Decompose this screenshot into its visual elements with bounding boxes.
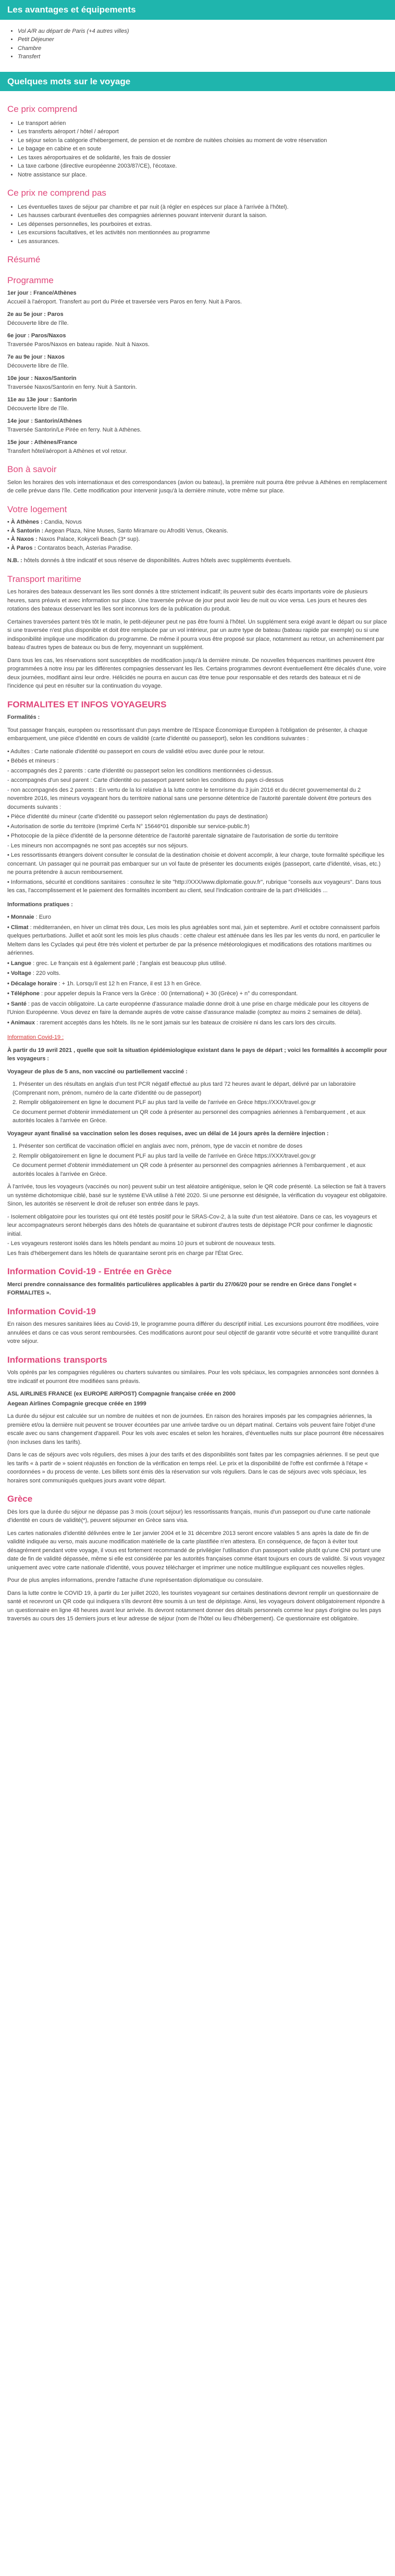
covid-paragraph: Voyageur de plus de 5 ans, non vacciné ou partiellement vacciné : — [7, 1068, 188, 1075]
list-item: • Les éventuelles taxes de séjour par chambre et par nuit (à régler en espèces sur place à l'arrivée à l'hôtel). — [18, 203, 388, 212]
day-text: Transfert hôtel/aéroport à Athènes et vol retour. — [7, 448, 128, 454]
info-value: : Euro — [34, 914, 51, 920]
logement-label: À Santorin : — [10, 527, 44, 534]
formalites-line: • Pièce d'identité du mineur (carte d'identité ou passeport selon réglementation du pays de destination) — [7, 814, 268, 820]
maritime-title: Transport maritime — [7, 574, 82, 584]
info-label: • Téléphone — [7, 991, 40, 997]
day-head: 10e jour : Naxos/Santorin — [7, 375, 77, 382]
list-item: • La taxe carbone (directive européenne 2003/87/CE), l'écotaxe. — [18, 162, 388, 171]
day-text: Traversée Santorin/Le Pirée en ferry. Nuit à Athènes. — [7, 426, 142, 433]
covid-step: Ce document permet d'obtenir immédiatement un QR code à présenter au personnel des compagnies aériennes à l'embarquement , et aux autorités locales à l'arrivée en Grèce. — [13, 1162, 366, 1177]
logement-label: À Paros : — [10, 544, 36, 551]
programme-day — [7, 438, 388, 455]
advantage-item: • Petit Déjeuner — [18, 35, 388, 44]
bon-a-savoir-text: Selon les horaires des vols internationaux et des correspondances (avion ou bateau), la première nuit pourra être prévue à Athènes en remplacement de celle prévue dans l'île. Cette modification pour intervenir jusqu'à la dernière minute, votre même sur place. — [7, 479, 387, 494]
programme-day — [7, 310, 388, 327]
transports-paragraph: Dans le cas de séjours avec vols réguliers, des mises à jour des tarifs et des disponibilités sont faites par les compagnies aériennes. Il se peut que les tarifs « à partir de » soient réajustés en fonction de la vérification en temps réel. Le prix et la disponibilité de l'offre est confirmée à l'étape « coordonnées » du process de vente. Les billets sont émis dès la réservation sur vols réguliers. Dans le cas de séjours avec vols spéciaux, les horaires sont communiqués quelques jours avant votre départ. — [7, 1452, 379, 1484]
grece-paragraph: Pour de plus amples informations, prendre l'attache d'une représentation diplomatique ou consulaire. — [7, 1577, 263, 1583]
nb-label: N.B. : — [7, 557, 22, 564]
day-head: 7e au 9e jour : Naxos — [7, 354, 65, 360]
day-text: Découverte libre de l'île. — [7, 362, 69, 369]
covid-step: 1. Présenter un des résultats en anglais d'un test PCR négatif effectué au plus tard 72 heures avant le départ, délivré par un laboratoire (Comprenant nom, prénom, numéro de la carte d'identité ou de passeport) — [13, 1081, 356, 1096]
list-item: • Notre assistance sur place. — [18, 171, 388, 180]
day-head: 6e jour : Paros/Naxos — [7, 333, 66, 339]
formalites-line: • Informations, sécurité et conditions sanitaires : consultez le site "http://XXX/www.diplomatie.gouv.fr", rubrique "conseils aux voyageurs". Dans tous les cas, l'accomplissement et le paiement des formalités incombent au client, seul l'indication contraire de la part d'Hélicidés ... — [7, 879, 381, 894]
info-value: : pas de vaccin obligatoire. La carte européenne d'assurance maladie donne droit à une prise en charge médicale pour les citoyens de l'Union Européenne. Vous devez en faire la demande auprès de votre caisse d'assurance maladie (comptez au moins 2 semaines de délai). — [7, 1000, 369, 1016]
list-item: • Les assurances. — [18, 237, 388, 246]
covid-entry-title: Information Covid-19 - Entrée en Grèce — [7, 1266, 172, 1276]
formalites-title: FORMALITES ET INFOS VOYAGEURS — [7, 699, 167, 709]
airline-line: ASL AIRLINES FRANCE (ex EUROPE AIRPOST) Compagnie française créée en 2000 — [7, 1391, 236, 1397]
maritime-paragraph: Dans tous les cas, les réservations sont susceptibles de modification jusqu'à la dernière minute. De nouvelles fréquences maritimes peuvent être programmées à notre insu par les différentes compagnies desservant les îles. Certains programmes devront éventuellement être décalés d'une, voire deux journées, modifiant ainsi leur ordre. Hélicidés ne pourra en aucun cas être tenue pour responsable et des retards des bateaux et ni de l'incidence qui peut en résulter sur la continuation du voyage. — [7, 657, 387, 689]
formalites-line: - Les mineurs non accompagnés ne sont pas acceptés sur nos séjours. — [7, 842, 189, 849]
info-label: • Monnaie — [7, 914, 34, 920]
covid-step: 2. Remplir obligatoirement en ligne le document PLF au plus tard la veille de l'arrivée en Grèce https://XXX/travel.gov.gr — [13, 1099, 316, 1106]
programme-day — [7, 289, 388, 306]
grece-paragraph: Dans la lutte contre le COVID 19, à partir du 1er juillet 2020, les touristes voyageant sur certaines destinations devront remplir un questionnaire de santé et recevront un QR code qui indiquera s'ils devront être soumis à un test de dépistage. Ainsi, les voyageurs doivent obligatoirement répondre à un questionnaire en ligne 48 heures avant leur arrivée. Ils devront notamment donner des détails personnels comme leur pays d'origine ou les pays traversés au cours des 15 derniers jours et leur adresse de séjour (nom de l'hôtel ou lieu d'hébergement). Ce questionnaire est obligatoire. — [7, 1590, 385, 1622]
programme-title: Programme — [7, 275, 54, 285]
info-line — [7, 989, 388, 998]
info-line — [7, 959, 388, 968]
info-label: • Santé — [7, 1000, 27, 1007]
logement-label: À Athènes : — [10, 519, 43, 525]
maritime-paragraph: Les horaires des bateaux desservant les îles sont donnés à titre strictement indicatif; ils peuvent subir des écarts importants voire de plusieurs heures, sans préavis et avec information sur place. Une traversée prévue de jour peut avoir lieu de nuit ou vice versa. Les jours et heures des rotations des bateaux desservant les îles sont inconnus lors de la publication du produit. — [7, 589, 368, 612]
price-includes-title: Ce prix comprend — [7, 104, 78, 114]
logement-item: • À Santorin : Aegean Plaza, Nine Muses, Santo Miramare ou Afroditi Venus, Okeanis. — [7, 527, 228, 534]
info-line — [7, 1019, 388, 1027]
info-label: • Décalage horaire — [7, 980, 57, 987]
covid-paragraph: - Isolement obligatoire pour les touristes qui ont été testés positif pour le SRAS-Cov-2, à la suite d'un test aléatoire. Dans ce cas, les voyageurs et leur accompagnateurs seront hébergés dans des hôtels de quarantaine et subiront d'autres tests de dépistage PCR pour confirmer le diagnostic initial. — [7, 1213, 377, 1237]
covid-step: 1. Présenter son certificat de vaccination officiel en anglais avec nom, prénom, type de vaccin et nombre de doses — [13, 1143, 303, 1149]
info-label: • Climat — [7, 924, 29, 931]
logement-item: • À Naxos : Naxos Palace, Kokyceli Beach (3* sup). — [7, 536, 140, 542]
info-value: : grec. Le français est à également parlé ; l'anglais est beaucoup plus utilisé. — [31, 960, 227, 967]
advantage-item: • Transfert — [18, 53, 388, 61]
maritime-paragraph: Certaines traversées partent très tôt le matin, le petit-déjeuner peut ne pas être fourni à l'hôtel. Un supplément sera exigé avant le départ ou sur place si une traversée n'est plus disponible et doit être remplacée par un vol intérieur, par un autre type de bateau (bateau rapide par exemple) ou si une indisponibilité implique une modification du programme. De même il pourra vous être proposé sur place, notamment au retour, un acheminement par bateau d'autres types de bateaux ou bus de ferry, moyennant un supplément. — [7, 618, 387, 651]
logement-value: Candia, Novus — [42, 519, 82, 525]
logement-title: Votre logement — [7, 504, 67, 514]
formalites-line: - accompagnés d'un seul parent : Carte d'identité ou passeport parent selon les conditions du pays ci-dessus — [7, 777, 284, 783]
list-item: • Les excursions facultatives, et les activités non mentionnées au programme — [18, 229, 388, 237]
info-line — [7, 1000, 388, 1017]
covid-entry-text: Merci prendre connaissance des formalités particulières applicables à partir du 27/06/20 pour se rendre en Grèce dans l'onglet « FORMALITES ». — [7, 1281, 357, 1296]
formalites-line: - non accompagnés des 2 parents : En vertu de la loi relative à la lutte contre le terrorisme du 3 juin 2016 et du décret gouvernemental du 2 novembre 2016, les mineurs voyageant hors du territoire national sans une personne détentrice de l'autorité parentale doivent être porteurs des documents suivants : — [7, 786, 372, 810]
day-head: 11e au 13e jour : Santorin — [7, 397, 77, 403]
day-text: Accueil à l'aéroport. Transfert au port du Pirée et traversée vers Paros en ferry. Nuit à Paros. — [7, 298, 242, 305]
advantage-item: • Vol A/R au départ de Paris (+4 autres villes) — [18, 27, 388, 36]
logement-item: • À Paros : Contaratos beach, Asterias Paradise. — [7, 544, 132, 551]
programme-day — [7, 374, 388, 391]
transports-title: Informations transports — [7, 1354, 107, 1365]
day-text: Découverte libre de l'île. — [7, 405, 69, 412]
info-label: • Voltage — [7, 970, 31, 976]
covid-info-link[interactable]: Information Covid-19 : — [7, 1034, 64, 1040]
programme-day — [7, 332, 388, 349]
transports-paragraph: La durée du séjour est calculée sur un nombre de nuitées et non de journées. En raison des horaires imposés par les compagnies aériennes, la première et/ou la dernière nuit peuvent se trouver écourtées par une arrivée tardive ou un départ matinal. Certains vols peuvent faire l'objet d'une escale avec ou sans changement d'appareil. Pour les vols avec escales et selon les horaires, d'éventuelles nuits sur place pourront être nécessaires (non incluses dans les tarifs). — [7, 1413, 384, 1445]
logement-nb — [7, 556, 388, 565]
formalites-line: - accompagnés des 2 parents : carte d'identité ou passeport selon les conditions mentionnées ci-dessus. — [7, 767, 273, 774]
covid-paragraph: Les frais d'hébergement dans les hôtels de quarantaine seront pris en charge par l'État Grec. — [7, 1250, 244, 1257]
logement-item: • À Athènes : Candia, Novus — [7, 519, 82, 525]
logement-value: Naxos Palace, Kokyceli Beach (3* sup). — [37, 536, 140, 542]
advantages-band: Les avantages et équipements — [0, 0, 395, 20]
price-excludes-title: Ce prix ne comprend pas — [7, 188, 106, 198]
logement-value: Aegean Plaza, Nine Muses, Santo Miramare ou Afroditi Venus, Okeanis. — [43, 527, 228, 534]
day-text: Découverte libre de l'île. — [7, 320, 69, 326]
grece-paragraph: Les cartes nationales d'identité délivrées entre le 1er janvier 2004 et le 31 décembre 2013 seront encore valables 5 ans après la date de fin de validité indiquée au verso, mais aucune modification matérielle de la carte plastifiée n'en attestera. En conséquence, de façon à éviter tout désagrément pendant votre voyage, il vous est fortement recommandé de privilégier l'utilisation d'un passeport valide plutôt qu'une CNI portant une date de fin de validité dépassée, même si elle est considérée par les autorités françaises comme étant toujours en cours de validité. Si vous voyagez uniquement avec votre carte nationale d'identité, vous pouvez télécharger et imprimer une notice multilingue expliquant ces nouvelles règles. — [7, 1530, 385, 1571]
bon-a-savoir-title: Bon à savoir — [7, 464, 57, 474]
logement-label: À Naxos : — [10, 536, 38, 542]
logement-list — [7, 518, 388, 552]
programme-day — [7, 396, 388, 413]
list-item: • Le transport aérien — [18, 119, 388, 128]
airline-line: Aegean Airlines Compagnie grecque créée en 1999 — [7, 1400, 146, 1407]
info-value: : pour appeler depuis la France vers la Grèce : 00 (international) + 30 (Grèce) + n° du correspondant. — [39, 991, 298, 997]
formalites-line: • Adultes : Carte nationale d'identité ou passeport en cours de validité et/ou avec durée pour le retour. — [7, 748, 265, 755]
formalites-line: • Bébés et mineurs : — [7, 758, 59, 764]
info-line — [7, 969, 388, 978]
info-line — [7, 923, 388, 958]
price-includes-list — [7, 119, 388, 180]
programme-day — [7, 353, 388, 370]
day-head: 1er jour : France/Athènes — [7, 290, 77, 296]
covid-paragraph: À partir du 19 avril 2021 , quelle que soit la situation épidémiologique existant dans le pays de départ ; voici les formalités à accomplir pour les voyageurs : — [7, 1047, 387, 1062]
list-item: • Le séjour selon la catégorie d'hébergement, de pension et de nombre de nuitées choisies au moment de votre réservation — [18, 136, 388, 145]
info-label: • Langue — [7, 960, 32, 967]
advantage-item: • Chambre — [18, 44, 388, 53]
trip-band: Quelques mots sur le voyage — [0, 72, 395, 92]
formalites-paragraph: Tout passager français, européen ou ressortissant d'un pays membre de l'Espace Économique Européen à l'obligation de présenter, à chaque embarquement, une pièce d'identité en cours de validité (carte d'identité ou passeport), selon les conditions suivantes : — [7, 727, 368, 742]
covid-info-text: En raison des mesures sanitaires liées au Covid-19, le programme pourra différer du descriptif initial. Les excursions pourront être modifiées, voire annulées et dans ce cas vous seront remboursées. Ces modifications auront pour seul objectif de garantir votre sécurité et votre tranquillité durant votre séjour. — [7, 1321, 379, 1344]
info-line — [7, 980, 388, 988]
transports-paragraph: Vols opérés par les compagnies régulières ou charters suivantes ou similaires. Pour les vols spéciaux, les compagnies annoncées sont données à titre indicatif et pourront être modifiées sans préavis. — [7, 1369, 379, 1385]
info-value: : + 1h. Lorsqu'il est 12 h en France, il est 13 h en Grèce. — [57, 980, 202, 987]
list-item: • Les hausses carburant éventuelles des compagnies aériennes pouvant intervenir durant la saison. — [18, 211, 388, 220]
nb-text: hôtels donnés à titre indicatif et sous réserve de disponibilités. Autres hôtels avec suppléments éventuels. — [22, 557, 292, 564]
trip-section — [0, 91, 395, 1633]
grece-title: Grèce — [7, 1494, 33, 1504]
resume-title: Résumé — [7, 255, 41, 264]
programme-day — [7, 417, 388, 434]
logement-value: Contaratos beach, Asterias Paradise. — [36, 544, 132, 551]
day-head: 2e au 5e jour : Paros — [7, 311, 64, 318]
list-item: • Les taxes aéroportuaires et de solidarité, les frais de dossier — [18, 154, 388, 162]
price-excludes-list — [7, 203, 388, 246]
formalites-line: • Autorisation de sortie du territoire (Imprimé Cerfa N° 15646*01 disponible sur service-public.fr) — [7, 823, 250, 830]
infos-subtitle: Informations pratiques : — [7, 901, 73, 908]
covid-step: 2. Remplir obligatoirement en ligne le document PLF au plus tard la veille de l'arrivée en Grèce https://XXX/travel.gov.gr — [13, 1152, 316, 1159]
formalites-subtitle: Formalités : — [7, 714, 40, 720]
info-value: : 220 volts. — [31, 970, 61, 976]
day-text: Traversée Paros/Naxos en bateau rapide. Nuit à Naxos. — [7, 341, 150, 348]
day-head: 15e jour : Athènes/France — [7, 439, 78, 446]
covid-paragraph: Voyageur ayant finalisé sa vaccination selon les doses requises, avec un délai de 14 jours après la dernière injection : — [7, 1130, 329, 1137]
info-line — [7, 913, 388, 922]
covid-paragraph: - Les voyageurs resteront isolés dans les hôtels pendant au moins 10 jours et subiront de nouveaux tests. — [7, 1240, 276, 1247]
formalites-line: • Photocopie de la pièce d'identité de la personne détentrice de l'autorité parentale signataire de l'autorisation de sortie du territoire — [7, 833, 339, 839]
info-label: • Animaux — [7, 1019, 35, 1026]
formalites-line: • Les ressortissants étrangers doivent consulter le consulat de la destination choisie et doivent accomplir, à leur charge, toute formalité spécifique les concernant. Un passager qui ne pourrait pas embarquer sur un vol faute de présenter les documents exigés (passeport, carte d'identité, visas, etc.) ne pourra prétendre à aucun remboursement. — [7, 852, 385, 875]
covid-info-title: Information Covid-19 — [7, 1306, 96, 1316]
list-item: • Les transferts aéroport / hôtel / aéroport — [18, 128, 388, 136]
covid-step: Ce document permet d'obtenir immédiatement un QR code à présenter au personnel des compagnies aériennes à l'embarquement , et aux autorités locales à l'arrivée en Grèce. — [13, 1109, 366, 1124]
list-item: • Les dépenses personnelles, les pourboires et extras. — [18, 220, 388, 229]
advantages-list — [7, 27, 388, 61]
list-item: • Le bagage en cabine et en soute — [18, 145, 388, 154]
info-value: : méditerranéen, en hiver un climat très doux, Les mois les plus agréables sont mai, juin et septembre. Avril et octobre connaissent parfois quelques perturbations. Juillet et août sont les mois les plus chauds : cette chaleur est atténuée dans les îles par les vents du nord, en particulier le Meltem dans les Cyclades qui peut être très violent et perturber de par la présence météorologiques et modifications des rotations maritimes ou aériennes. — [7, 924, 380, 956]
covid-paragraph: À l'arrivée, tous les voyageurs (vaccinés ou non) peuvent subir un test aléatoire antigénique, selon le QR code présenté. La sélection se fait à travers un système dichotomique ciblé, basé sur le système EVA utilisé à l'été 2020. Si une personne est désignée, la vérification du voyageur est obligatoire. Sinon, les autorités se réservent le droit de refuser son entrée dans le pays. — [7, 1184, 387, 1207]
advantages-section — [0, 20, 395, 72]
info-value: : rarement acceptés dans les hôtels. Ils ne le sont jamais sur les bateaux de croisière ni dans les cars lors des circuits. — [34, 1019, 337, 1026]
grece-paragraph: Dès lors que la durée du séjour ne dépasse pas 3 mois (court séjour) les ressortissants français, munis d'un passeport ou d'une carte nationale d'identité en cours de validité(*), peuvent séjourner en Grèce sans visa. — [7, 1508, 371, 1524]
day-text: Traversée Naxos/Santorin en ferry. Nuit à Santorin. — [7, 384, 137, 390]
day-head: 14e jour : Santorin/Athènes — [7, 418, 82, 424]
